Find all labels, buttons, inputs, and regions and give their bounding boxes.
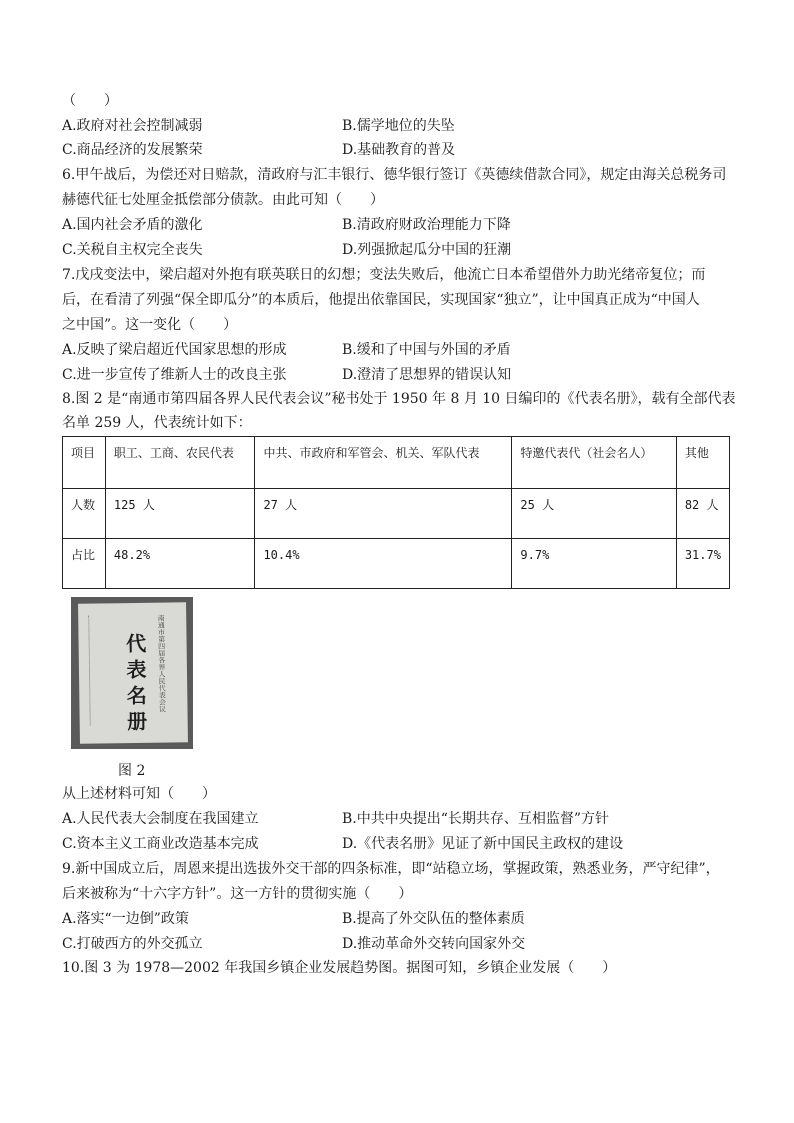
question-5-blank: （ ） (62, 93, 118, 109)
q7-option-a: A.反映了梁启超近代国家思想的形成 (62, 342, 287, 358)
question-7-text: 7.戊戌变法中，梁启超对外抱有联英联日的幻想；变法失败后，他流亡日本希望借外力助光绪帝复位；而 (62, 267, 706, 283)
q6-option-d: D.列强掀起瓜分中国的狂潮 (342, 242, 512, 258)
question-10-text: 10.图 3 为 1978—2002 年我国乡镇企业发展趋势图。据图可知，乡镇企业发展（ ） (62, 960, 617, 976)
booklet-cover (78, 602, 188, 743)
table-row (63, 437, 730, 489)
figure-caption: 图 2 (118, 763, 146, 779)
question-6-text-cont: 赫德代征七处厘金抵偿部分债款。由此可知（ ） (62, 192, 384, 208)
q5-option-d: D.基础教育的普及 (342, 142, 456, 158)
q6-option-c: C.关税自主权完全丧失 (62, 242, 203, 258)
table-row (63, 489, 730, 539)
q8-option-d: D.《代表名册》见证了新中国民主政权的建设 (342, 836, 624, 852)
table-cell: 占比 (63, 539, 106, 589)
q8-option-b: B.中共中央提出“长期共存、互相监督”方针 (342, 811, 610, 827)
q5-option-c: C.商品经济的发展繁荣 (62, 142, 203, 158)
q5-option-a: A.政府对社会控制减弱 (62, 118, 203, 134)
question-8-prompt: 从上述材料可知（ ） (62, 786, 216, 802)
q7-option-c: C.进一步宣传了维新人士的改良主张 (62, 367, 287, 383)
q6-option-a: A.国内社会矛盾的激化 (62, 217, 203, 233)
question-8-text: 8.图 2 是“南通市第四届各界人民代表会议”秘书处于 1950 年 8 月 10 日编印的《代表名册》，载有全部代表 (62, 391, 736, 407)
question-7-text-end: 之中国”。这一变化（ ） (62, 317, 238, 333)
table-cell: 职工、工商、农民代表 (105, 437, 255, 489)
table-cell: 9.7% (512, 539, 676, 589)
q9-option-d: D.推动革命外交转向国家外交 (342, 936, 526, 952)
question-8-text-cont: 名单 259 人，代表统计如下： (62, 415, 252, 431)
q6-option-b: B.清政府财政治理能力下降 (342, 217, 511, 233)
q9-option-c: C.打破西方的外交孤立 (62, 936, 203, 952)
booklet-imprint-text (88, 616, 97, 736)
table-cell: 27 人 (255, 489, 512, 539)
q9-option-b: B.提高了外交队伍的整体素质 (342, 911, 525, 927)
booklet-photo (71, 597, 193, 749)
question-6-text: 6.甲午战后，为偿还对日赔款，清政府与汇丰银行、德华银行签订《英德续借款合同》，规定由海关总税务司 (62, 167, 727, 183)
table-cell: 项目 (63, 437, 106, 489)
q5-option-b: B.儒学地位的失坠 (342, 118, 455, 134)
table-cell: 125 人 (105, 489, 255, 539)
q7-option-d: D.澄清了思想界的错误认知 (342, 367, 512, 383)
booklet-title: 代表名册 (122, 632, 148, 738)
q7-option-b: B.缓和了中国与外国的矛盾 (342, 342, 511, 358)
table-cell: 48.2% (105, 539, 255, 589)
table-cell: 人数 (63, 489, 106, 539)
table-cell: 10.4% (255, 539, 512, 589)
table-cell: 特邀代表代（社会名人） (512, 437, 676, 489)
table-cell: 25 人 (512, 489, 676, 539)
booklet-side-text: 南通市第四届各界人民代表会议 (157, 614, 167, 713)
table-row (63, 539, 730, 589)
question-7-text-cont: 后，在看清了列强“保全即瓜分”的本质后，他提出依靠国民，实现国家“独立”，让中国真正成为“中国人 (62, 292, 700, 308)
table-cell: 中共、市政府和军管会、机关、军队代表 (255, 437, 512, 489)
q8-option-c: C.资本主义工商业改造基本完成 (62, 836, 259, 852)
q9-option-a: A.落实“一边倒”政策 (62, 911, 189, 927)
question-9-text-cont: 后来被称为“十六字方针”。这一方针的贯彻实施（ ） (62, 886, 413, 902)
q8-option-a: A.人民代表大会制度在我国建立 (62, 811, 259, 827)
question-9-text: 9.新中国成立后，周恩来提出选拔外交干部的四条标准，即“站稳立场，掌握政策，熟悉业务，严守纪律”， (62, 861, 720, 877)
representative-stats-table (62, 436, 730, 589)
table-cell: 31.7% (676, 539, 729, 589)
table-cell: 82 人 (676, 489, 729, 539)
table-cell: 其他 (676, 437, 729, 489)
